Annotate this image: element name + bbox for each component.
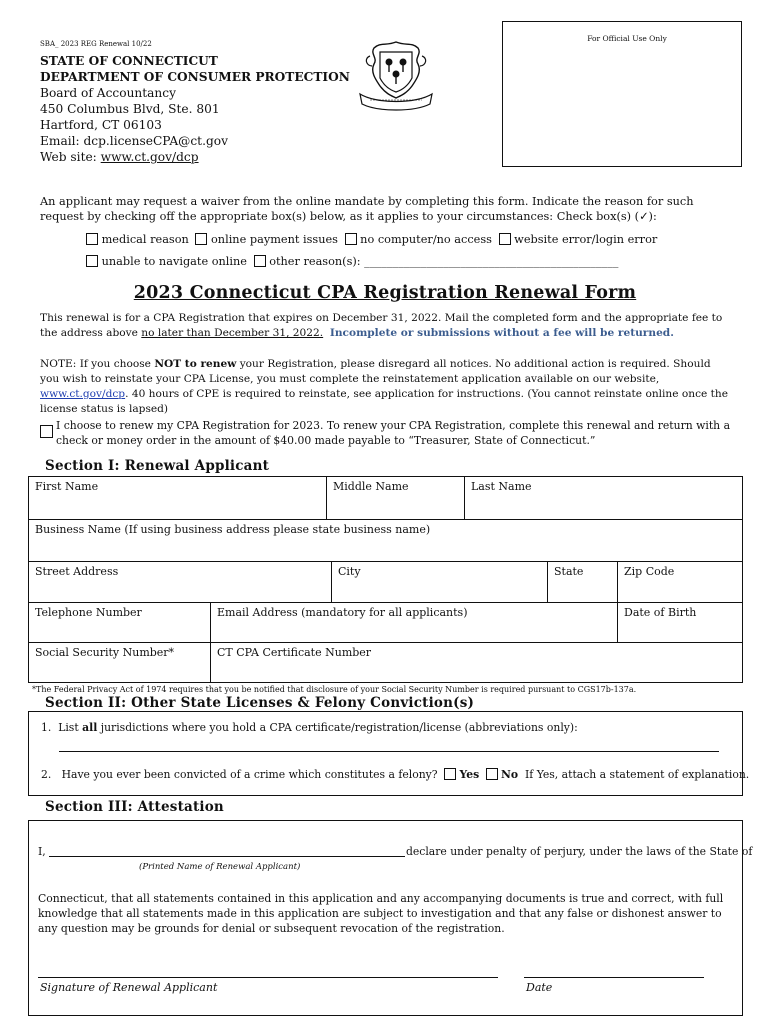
form-title: 2023 Connecticut CPA Registration Renewal Form <box>133 283 637 303</box>
waiver-option-medical[interactable]: medical reason <box>86 233 189 246</box>
checkbox-icon[interactable] <box>499 233 511 245</box>
felony-no-option[interactable]: No <box>483 768 519 781</box>
first-name-field[interactable]: First Name <box>29 477 327 520</box>
attest-i: I, <box>38 845 46 858</box>
waiver-options-row1 <box>86 232 657 247</box>
agency-email: Email: dcp.licenseCPA@ct.gov <box>40 134 228 148</box>
website-link[interactable]: www.ct.gov/dcp <box>100 150 199 164</box>
business-name-field[interactable]: Business Name (If using business address please state business name) <box>29 520 742 562</box>
agency-line1: STATE OF CONNECTICUT <box>40 54 218 68</box>
email-field[interactable]: Email Address (mandatory for all applicants) <box>211 603 618 643</box>
checkbox-icon[interactable] <box>444 768 456 780</box>
reinstate-link[interactable]: www.ct.gov/dcp <box>40 388 126 400</box>
agency-board: Board of Accountancy <box>40 86 176 100</box>
checkbox-icon[interactable] <box>254 255 266 267</box>
privacy-footnote: *The Federal Privacy Act of 1974 requires that you be notified that disclosure of your Social Security Number is required pursuant to CGS17b-137a. <box>32 685 637 694</box>
renew-choice-checkbox[interactable] <box>40 421 53 440</box>
agency-header <box>40 53 350 165</box>
applicant-table <box>28 476 743 683</box>
renewal-warning: Incomplete or submissions without a fee will be returned. <box>329 327 674 339</box>
connecticut-state-seal-icon <box>356 38 436 112</box>
cert-number-field[interactable]: CT CPA Certificate Number <box>217 646 372 659</box>
renew-choice-text: I choose to renew my CPA Registration for 2023. To renew your CPA Registration, complete this renewal and return with a check or money order in the amount of $40.00 made payable to “Treasurer, State of Connecticut.” <box>56 419 731 447</box>
attest-statement: Connecticut, that all statements contained in this application and any accompanying documents is true and correct, with full knowledge that all statements made in this application are subject to investigation and that any false or dishonest answer to any question may be grounds for denial or subsequent revocation of the registration. <box>38 892 724 935</box>
q2-row: 2. Have you ever been convicted of a crime which constitutes a felony? Yes No If Yes, attach a statement of explanation. <box>41 768 750 781</box>
checkbox-icon[interactable] <box>86 233 98 245</box>
official-use-box <box>502 21 742 167</box>
checkbox-icon[interactable] <box>40 425 53 438</box>
checkbox-icon[interactable] <box>195 233 207 245</box>
agency-address2: Hartford, CT 06103 <box>40 118 162 132</box>
waiver-option-no-computer[interactable]: no computer/no access <box>345 233 492 246</box>
section2-heading: Section II: Other State Licenses & Felony Conviction(s) <box>45 695 475 711</box>
last-name-field[interactable]: Last Name <box>465 477 742 520</box>
middle-name-field[interactable]: Middle Name <box>327 477 465 520</box>
renewal-deadline: no later than December 31, 2022. <box>141 327 324 339</box>
section1-heading: Section I: Renewal Applicant <box>45 458 270 474</box>
waiver-option-website-error[interactable]: website error/login error <box>499 233 658 246</box>
agency-line2: DEPARTMENT OF CONSUMER PROTECTION <box>40 70 350 84</box>
checkbox-icon[interactable] <box>486 768 498 780</box>
checkbox-icon[interactable] <box>345 233 357 245</box>
felony-yes-option[interactable]: Yes <box>441 768 479 781</box>
attest-declare: declare under penalty of perjury, under the laws of the State of <box>406 845 753 858</box>
phone-field[interactable]: Telephone Number <box>29 603 211 643</box>
zip-field[interactable]: Zip Code <box>618 562 742 603</box>
street-field[interactable]: Street Address <box>29 562 332 603</box>
signature-caption: Signature of Renewal Applicant <box>40 981 218 994</box>
ssn-field[interactable]: Social Security Number* <box>29 643 211 682</box>
waiver-option-navigate[interactable]: unable to navigate online <box>86 255 247 268</box>
state-field[interactable]: State <box>548 562 618 603</box>
printed-name-caption: (Printed Name of Renewal Applicant) <box>139 862 301 872</box>
waiver-option-payment[interactable]: online payment issues <box>195 233 338 246</box>
waiver-option-other[interactable]: other reason(s): _____________________________________________ <box>254 255 619 268</box>
agency-website-row <box>40 149 350 165</box>
dob-field[interactable]: Date of Birth <box>618 603 742 643</box>
waiver-intro: An applicant may request a waiver from the online mandate by completing this form. Indicate the reason for such request by checking off the appropriate box(s) below, as it applies to your circumstances: Check box(s) (✓): <box>40 195 694 223</box>
date-line[interactable] <box>524 977 704 978</box>
waiver-options-row2 <box>86 254 618 269</box>
form-code: SBA_ 2023 REG Renewal 10/22 <box>40 40 152 48</box>
section3-box <box>28 820 753 1016</box>
renewal-instructions: This renewal is for a CPA Registration that expires on December 31, 2022. Mail the completed form and the appropriate fee to the address above no later than December 31, 2022. Incomplete or submissions without a fee will be returned. <box>40 312 723 339</box>
checkbox-icon[interactable] <box>86 255 98 267</box>
agency-address1: 450 Columbus Blvd, Ste. 801 <box>40 102 220 116</box>
section3-heading: Section III: Attestation <box>45 799 224 815</box>
jurisdictions-input-line[interactable] <box>59 751 719 752</box>
website-label: Web site: <box>40 150 101 164</box>
section2-box <box>28 711 750 796</box>
signature-line[interactable] <box>38 977 498 978</box>
city-field[interactable]: City <box>332 562 548 603</box>
date-caption: Date <box>526 981 553 994</box>
official-use-label: For Official Use Only <box>587 34 667 43</box>
q1-text: 1. List all jurisdictions where you hold a CPA certificate/registration/license (abbreviations only): <box>41 721 578 734</box>
printed-name-line[interactable] <box>49 856 405 857</box>
reinstate-note: NOTE: If you choose NOT to renew your Registration, please disregard all notices. No additional action is required. Should you wish to reinstate your CPA License, you must complete the reinstatement application available on our website, www.ct.gov/dcp. 40 hours of CPE is required to reinstate, see application for instructions. (You cannot reinstate online once the license status is lapsed) <box>40 358 728 415</box>
